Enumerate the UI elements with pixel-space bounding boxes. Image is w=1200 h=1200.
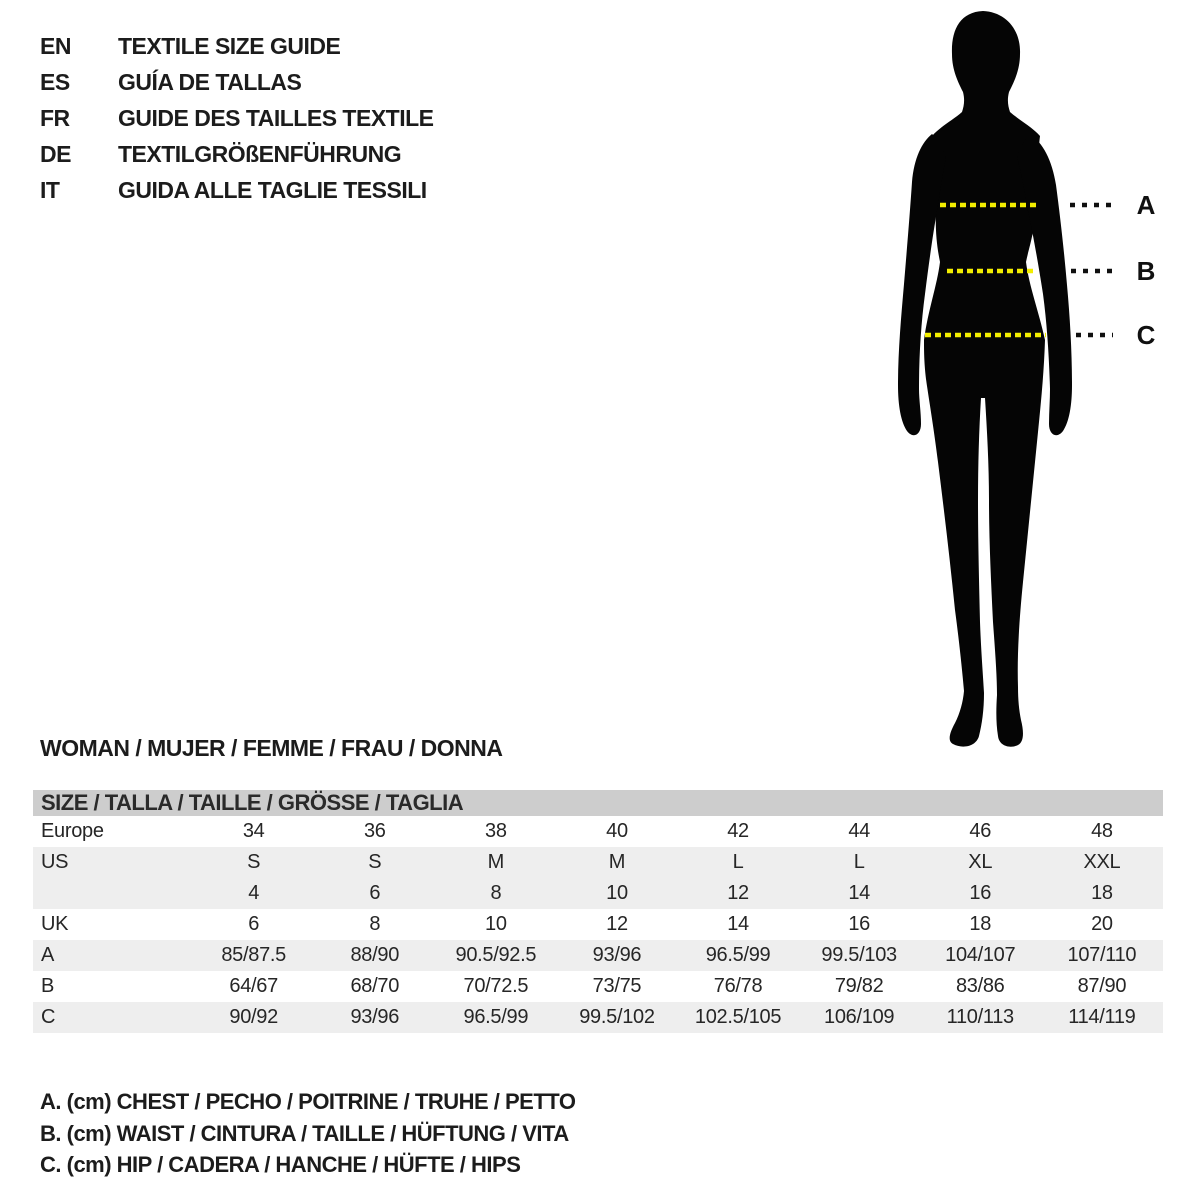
cell: 93/96: [592, 944, 642, 966]
cell: 64/67: [229, 975, 278, 997]
legend-chest: A. (cm) CHEST / PECHO / POITRINE / TRUHE / PETTO: [40, 1089, 576, 1114]
cell: 14: [848, 882, 870, 904]
language-code: DE: [40, 140, 71, 167]
legend-waist: B. (cm) WAIST / CINTURA / TAILLE / HÜFTUNG / VITA: [40, 1120, 569, 1146]
language-code: EN: [40, 32, 71, 59]
cell: 18: [969, 913, 992, 935]
cell: S: [368, 851, 382, 873]
table-row-uk: [33, 909, 1163, 940]
row-label: Europe: [41, 820, 104, 842]
cell: 48: [1091, 820, 1113, 842]
cell: M: [608, 851, 626, 873]
language-title-list: [40, 28, 434, 208]
cell: 88/90: [350, 944, 400, 966]
guide-title-it: GUIDA ALLE TAGLIE TESSILI: [118, 176, 427, 203]
measurement-legend: [40, 1086, 575, 1181]
cell: 99.5/103: [821, 944, 897, 966]
cell: 14: [727, 913, 749, 935]
language-code: IT: [40, 176, 60, 203]
cell: 93/96: [350, 1006, 400, 1028]
language-row-it: [40, 172, 434, 208]
row-label: A: [41, 944, 55, 966]
cell: 6: [369, 882, 381, 904]
table-row-europe: [33, 816, 1163, 847]
cell: 16: [848, 913, 870, 935]
row-label: B: [41, 975, 55, 997]
row-label: UK: [41, 913, 69, 935]
row-label: C: [41, 1006, 56, 1028]
waist-label: B: [1136, 256, 1156, 286]
table-row-us-numbers: [33, 878, 1163, 909]
cell: 8: [490, 882, 502, 904]
cell: 96.5/99: [705, 944, 771, 966]
table-row-hip-c: [33, 1002, 1163, 1033]
guide-title-en: TEXTILE SIZE GUIDE: [118, 32, 341, 59]
cell: 40: [606, 820, 628, 842]
cell: 85/87.5: [221, 944, 286, 966]
table-header: SIZE / TALLA / TAILLE / GRÖSSE / TAGLIA: [33, 790, 1163, 816]
table-header-row: [33, 790, 1163, 816]
cell: 73/75: [592, 975, 642, 997]
table-row-us-letters: [33, 847, 1163, 878]
cell: XL: [968, 851, 993, 873]
cell: 68/70: [350, 975, 400, 997]
cell: 38: [485, 820, 507, 842]
cell: 20: [1091, 913, 1113, 935]
cell: 10: [606, 882, 628, 904]
cell: 96.5/99: [463, 1006, 529, 1028]
cell: 46: [969, 820, 992, 842]
cell: 102.5/105: [694, 1006, 782, 1028]
hip-label: C: [1136, 320, 1156, 350]
woman-silhouette-svg: [880, 0, 1200, 760]
language-row-de: [40, 136, 434, 172]
cell: 76/78: [713, 975, 763, 997]
table-row-chest-a: [33, 940, 1163, 971]
cell: 12: [727, 882, 749, 904]
cell: 90.5/92.5: [455, 944, 537, 966]
row-label: [33, 878, 193, 909]
cell: 110/113: [946, 1006, 1014, 1028]
cell: 44: [848, 820, 870, 842]
cell: 106/109: [824, 1006, 895, 1028]
table-row-waist-b: [33, 971, 1163, 1002]
guide-title-fr: GUIDE DES TAILLES TEXTILE: [118, 104, 434, 131]
section-title-woman: WOMAN / MUJER / FEMME / FRAU / DONNA: [40, 735, 503, 761]
language-code: FR: [40, 104, 70, 131]
cell: 90/92: [229, 1006, 278, 1028]
cell: L: [853, 851, 865, 873]
cell: L: [732, 851, 744, 873]
cell: 99.5/102: [579, 1006, 655, 1028]
cell: 42: [727, 820, 749, 842]
cell: XXL: [1083, 851, 1121, 873]
cell: 18: [1091, 882, 1113, 904]
cell: 12: [606, 913, 628, 935]
cell: 16: [969, 882, 992, 904]
cell: 83/86: [955, 975, 1005, 997]
measurement-figure: [880, 0, 1200, 760]
guide-title-de: TEXTILGRÖßENFÜHRUNG: [118, 140, 402, 167]
cell: 70/72.5: [463, 975, 529, 997]
silhouette-body: [924, 11, 1045, 747]
cell: 6: [248, 913, 260, 935]
cell: 107/110: [1067, 944, 1137, 966]
language-row-fr: [40, 100, 434, 136]
cell: 114/119: [1068, 1006, 1136, 1028]
size-table: [33, 790, 1163, 1033]
chest-label: A: [1136, 190, 1156, 220]
row-label: US: [41, 851, 69, 873]
legend-hip: C. (cm) HIP / CADERA / HANCHE / HÜFTE / HIPS: [40, 1152, 521, 1177]
cell: 79/82: [834, 975, 884, 997]
language-row-es: [40, 64, 434, 100]
cell: 36: [363, 820, 386, 842]
cell: 4: [248, 882, 260, 904]
language-code: ES: [40, 68, 70, 95]
cell: 104/107: [945, 944, 1016, 966]
cell: S: [247, 851, 261, 873]
cell: M: [487, 851, 505, 873]
cell: 87/90: [1077, 975, 1127, 997]
cell: 34: [242, 820, 265, 842]
guide-title-es: GUÍA DE TALLAS: [118, 68, 302, 95]
cell: 10: [485, 913, 507, 935]
cell: 8: [369, 913, 381, 935]
language-row-en: [40, 28, 434, 64]
